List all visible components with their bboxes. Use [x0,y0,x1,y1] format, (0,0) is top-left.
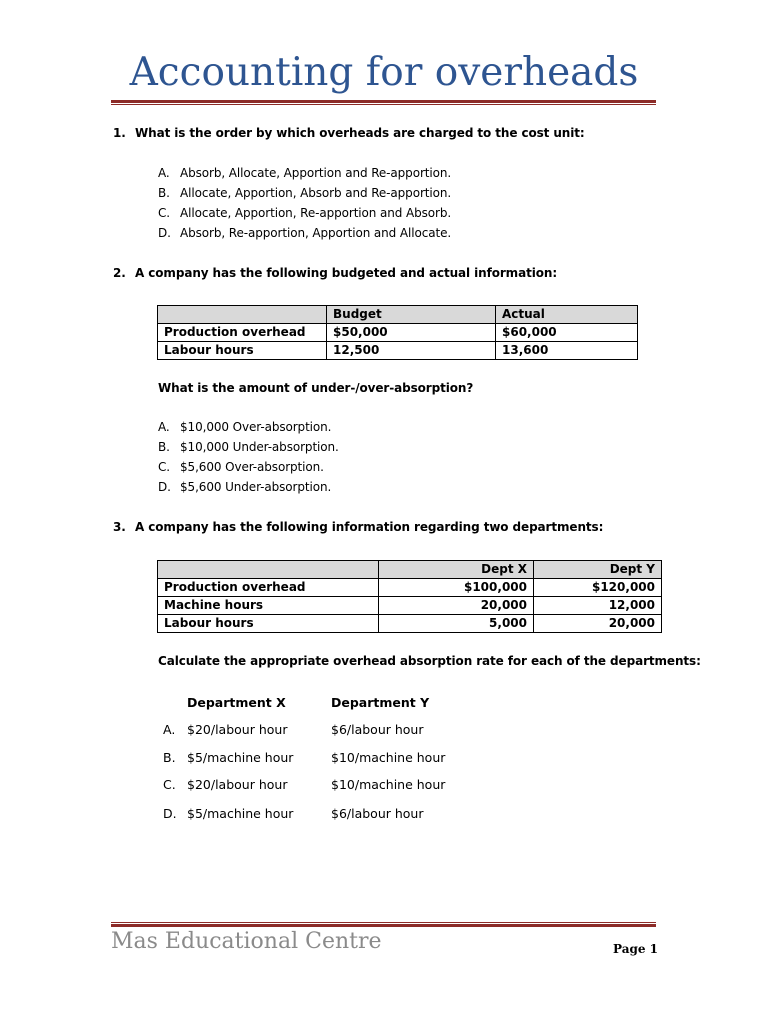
q3-option-d-dept-x: $5/machine hour [187,806,294,821]
table-header-row: Budget Actual [158,306,638,324]
table-row: Labour hours 12,500 13,600 [158,342,638,360]
table-row: Labour hours 5,000 20,000 [158,615,662,633]
q3-option-d-letter: D. [163,806,177,821]
footer-rule [111,922,656,927]
departments-table [157,560,662,633]
table-row: Production overhead $50,000 $60,000 [158,324,638,342]
q3-option-d-dept-y: $6/labour hour [331,806,424,821]
q3-option-a-letter: A. [163,722,176,737]
table-row: Production overhead $100,000 $120,000 [158,579,662,597]
q3-option-c-letter: C. [163,777,176,792]
table-row: Machine hours 20,000 12,000 [158,597,662,615]
dept-y-heading: Department Y [331,695,430,710]
q3-option-a-dept-x: $20/labour hour [187,722,288,737]
page-number: Page 1 [613,942,659,956]
page-title: Accounting for overheads [129,50,639,95]
budget-actual-table [157,305,638,360]
dept-x-heading: Department X [187,695,286,710]
q3-option-c-dept-y: $10/machine hour [331,777,446,792]
footer-organisation: Mas Educational Centre [111,929,382,954]
q3-option-c-dept-x: $20/labour hour [187,777,288,792]
header-rule [111,100,656,105]
q3-subquestion: Calculate the appropriate overhead absorption rate for each of the departments: [158,654,701,668]
q2-subquestion: What is the amount of under-/over-absorption? [158,381,474,395]
q3-option-a-dept-y: $6/labour hour [331,722,424,737]
q3-option-b-dept-y: $10/machine hour [331,750,446,765]
table-header-row: Dept X Dept Y [158,561,662,579]
q3-option-b-letter: B. [163,750,176,765]
q3-option-b-dept-x: $5/machine hour [187,750,294,765]
